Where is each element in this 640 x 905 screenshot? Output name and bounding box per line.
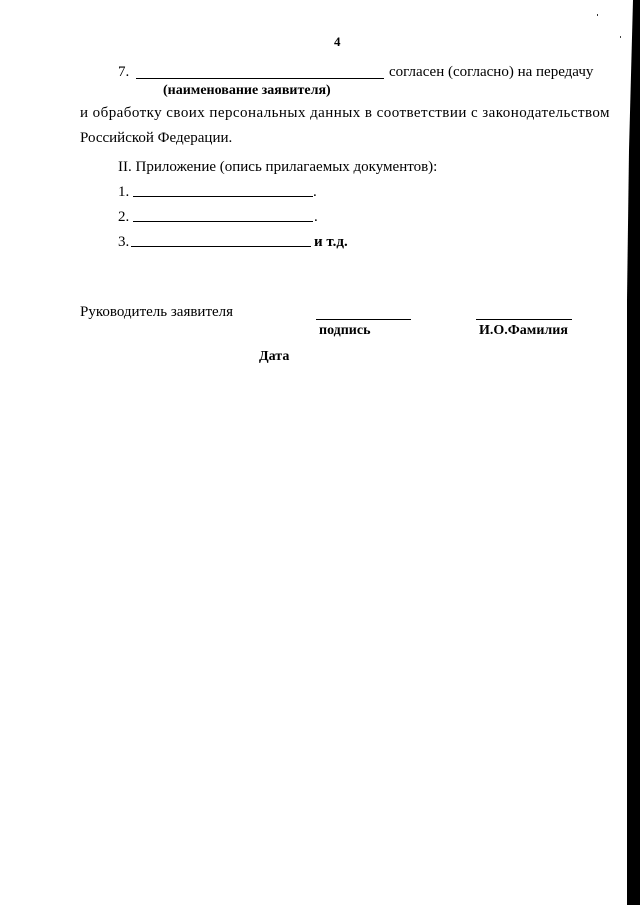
name-caption: И.О.Фамилия bbox=[479, 323, 568, 338]
item7-number: 7. bbox=[118, 64, 130, 80]
item7-line3: Российской Федерации. bbox=[80, 130, 233, 146]
attachment-3-number: 3. bbox=[118, 234, 130, 250]
applicant-name-caption: (наименование заявителя) bbox=[163, 83, 331, 98]
attachment-2-suffix: . bbox=[314, 209, 318, 225]
head-of-applicant-label: Руководитель заявителя bbox=[80, 304, 234, 320]
attachment-3-suffix: и т.д. bbox=[314, 234, 348, 250]
attachments-heading: II. Приложение (опись прилагаемых документов): bbox=[118, 159, 438, 175]
attachment-1-suffix: . bbox=[313, 184, 317, 200]
item7-text: согласен (согласно) на передачу bbox=[389, 64, 594, 80]
name-blank bbox=[476, 319, 572, 320]
item7-line2: и обработку своих персональных данных в соответствии с законодательством bbox=[80, 105, 610, 121]
attachment-2-blank bbox=[133, 221, 313, 222]
page-number: 4 bbox=[334, 34, 341, 49]
applicant-name-blank bbox=[136, 78, 384, 79]
signature-caption: подпись bbox=[319, 323, 371, 338]
signature-blank bbox=[316, 319, 411, 320]
date-label: Дата bbox=[259, 349, 290, 364]
attachment-3-blank bbox=[131, 246, 311, 247]
attachment-2-number: 2. bbox=[118, 209, 130, 225]
attachment-1-number: 1. bbox=[118, 184, 130, 200]
attachment-1-blank bbox=[133, 196, 313, 197]
